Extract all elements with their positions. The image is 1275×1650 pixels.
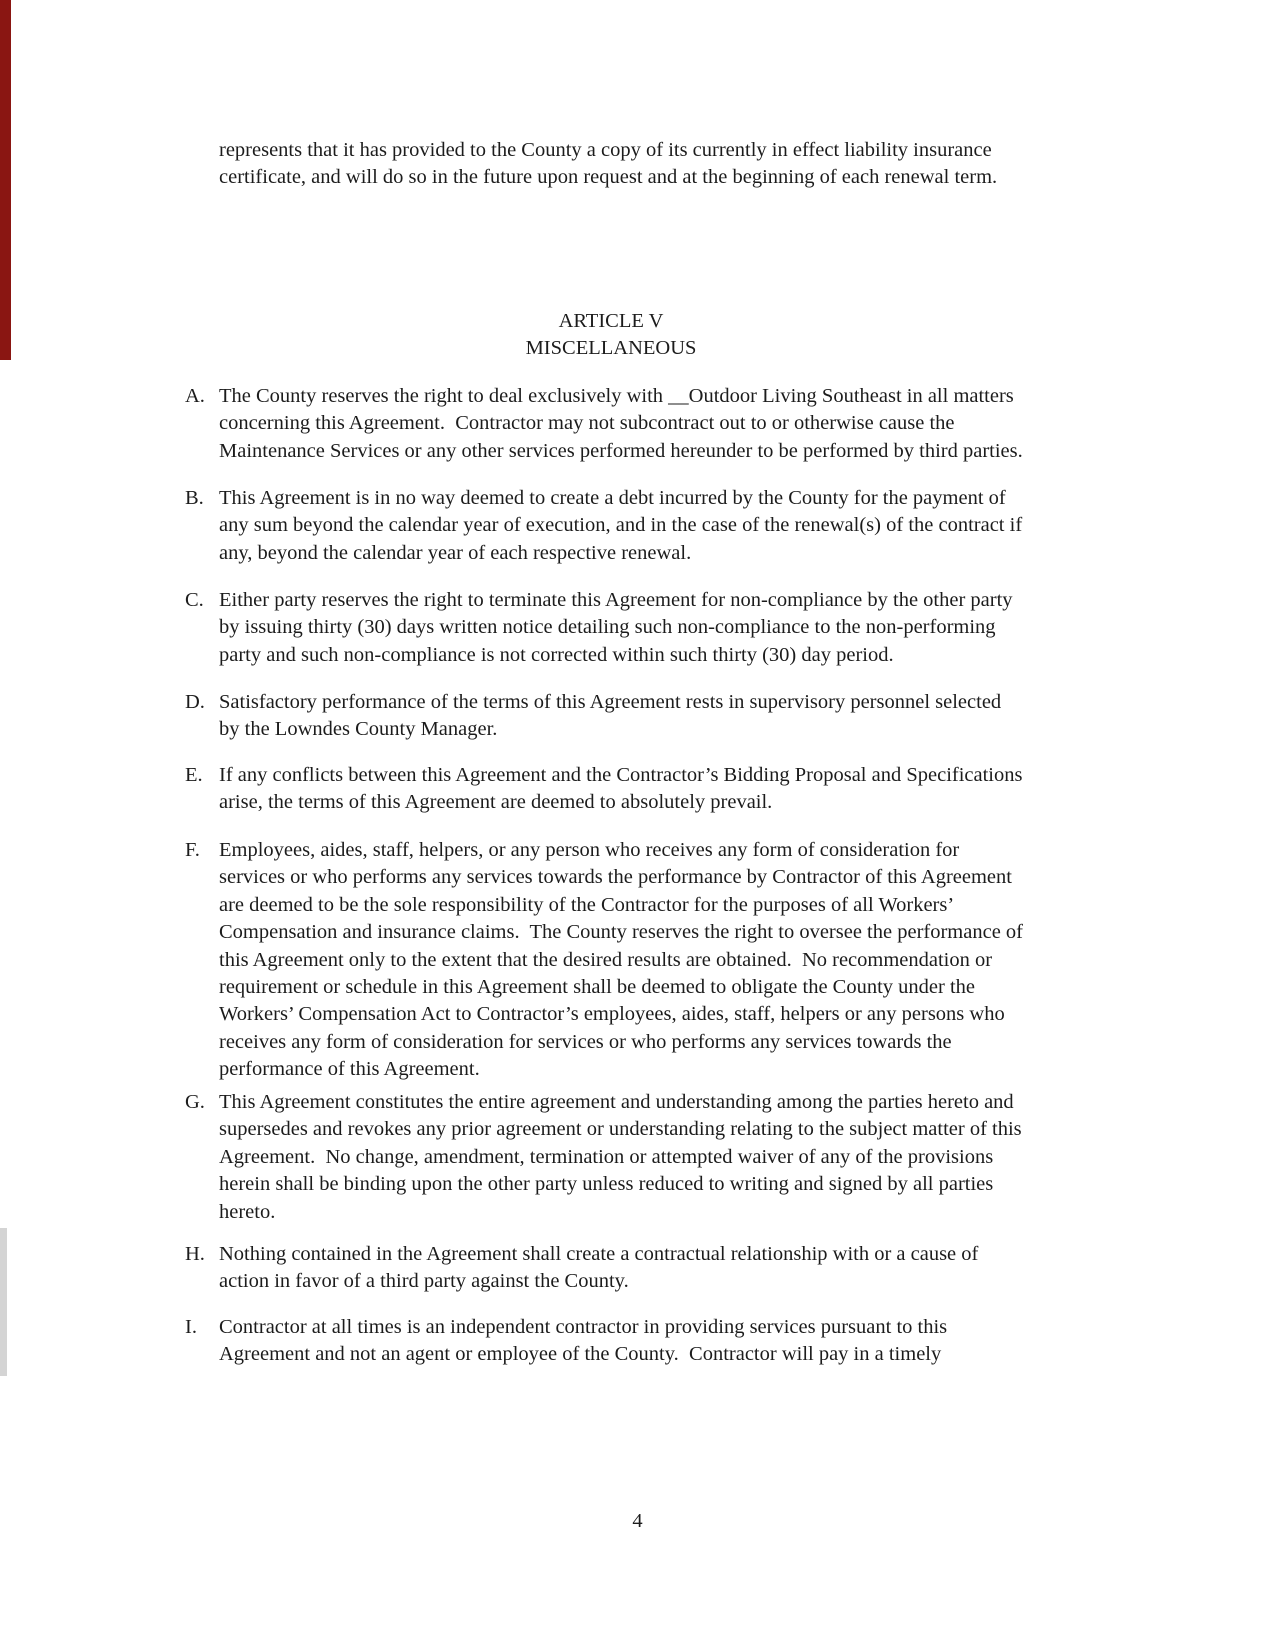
paragraph-label: C.: [185, 589, 204, 611]
text-line: services or who performs any services towards the performance by Contractor of this Agreement: [219, 866, 1012, 889]
text-line: performance of this Agreement.: [219, 1058, 480, 1081]
paragraph-body: [219, 689, 1001, 744]
paragraph-body: [219, 485, 1022, 567]
text-line: by the Lowndes County Manager.: [219, 718, 498, 741]
page-number: 4: [632, 1510, 643, 1532]
article-heading-subtitle: MISCELLANEOUS: [525, 337, 697, 360]
text-line: herein shall be binding upon the other party unless reduced to writing and signed by all parties: [219, 1173, 994, 1196]
paragraph-i: [185, 1314, 947, 1369]
paragraph-label: E.: [185, 764, 203, 786]
paragraph-list: [185, 0, 1275, 1650]
paragraph-g: [185, 1089, 1022, 1226]
text-line: If any conflicts between this Agreement and the Contractor’s Bidding Proposal and Specifications: [219, 764, 1023, 786]
paragraph-body: [219, 1314, 947, 1369]
paragraph-label: I.: [185, 1316, 197, 1338]
text-line: receives any form of consideration for services or who performs any services towards the: [219, 1030, 952, 1053]
paragraph-label: H.: [185, 1243, 205, 1265]
text-line: Workers’ Compensation Act to Contractor’s employees, aides, staff, helpers or any persons who: [219, 1003, 1005, 1026]
text-line: Satisfactory performance of the terms of this Agreement rests in supervisory personnel selected: [219, 691, 1002, 713]
paragraph-body: [219, 762, 1022, 817]
text-line: this Agreement only to the extent that the desired results are obtained. No recommendation or: [219, 948, 993, 971]
paragraph-body: [219, 383, 1023, 465]
paragraph-c: [185, 587, 1013, 669]
text-line: This Agreement is in no way deemed to create a debt incurred by the County for the payment of: [219, 487, 1006, 509]
text-line: concerning this Agreement. Contractor may not subcontract out to or otherwise cause the: [219, 412, 955, 435]
text-line: Employees, aides, staff, helpers, or any person who receives any form of consideration for: [219, 839, 960, 861]
text-line: by issuing thirty (30) days written notice detailing such non-compliance to the non-performing: [219, 616, 996, 639]
text-line: requirement or schedule in this Agreement shall be deemed to obligate the County under the: [219, 976, 976, 999]
paragraph-label: A.: [185, 385, 205, 407]
text-line: certificate, and will do so in the future upon request and at the beginning of each renewal term.: [219, 166, 998, 189]
text-line: The County reserves the right to deal exclusively with __Outdoor Living Southeast in all matters: [219, 385, 1014, 407]
paragraph-body: [219, 1089, 1022, 1226]
text-line: Maintenance Services or any other services performed hereunder to be performed by third parties.: [219, 439, 1023, 462]
paragraph-label: G.: [185, 1091, 205, 1113]
paragraph-a: [185, 383, 1023, 465]
paragraph-b: [185, 485, 1022, 567]
text-line: supersedes and revokes any prior agreement or understanding relating to the subject matter of this: [219, 1118, 1022, 1141]
text-line: arise, the terms of this Agreement are deemed to absolutely prevail.: [219, 791, 773, 814]
paragraph-body: [219, 837, 1023, 1084]
paragraph-label: D.: [185, 691, 205, 713]
paragraph-d: [185, 689, 1001, 744]
text-line: hereto.: [219, 1200, 276, 1223]
text-line: are deemed to be the sole responsibility of the Contractor for the purposes of all Workers’: [219, 893, 955, 916]
scan-artifact-gray-bar: [0, 1228, 7, 1376]
text-line: action in favor of a third party against the County.: [219, 1270, 629, 1293]
paragraph-f: [185, 837, 1023, 1084]
text-line: represents that it has provided to the County a copy of its currently in effect liability insurance: [219, 139, 992, 161]
text-line: party and such non-compliance is not corrected within such thirty (30) day period.: [219, 643, 894, 666]
article-heading-title: ARTICLE V: [558, 310, 664, 332]
paragraph-label: B.: [185, 487, 204, 509]
text-line: Either party reserves the right to terminate this Agreement for non-compliance by the other party: [219, 589, 1013, 611]
paragraph-label: F.: [185, 839, 200, 861]
paragraph-body: [219, 587, 1013, 669]
text-line: any, beyond the calendar year of each respective renewal.: [219, 541, 692, 564]
paragraph-body: [219, 1241, 978, 1296]
text-line: any sum beyond the calendar year of execution, and in the case of the renewal(s) of the contract if: [219, 514, 1023, 537]
text-line: Contractor at all times is an independent contractor in providing services pursuant to this: [219, 1316, 948, 1338]
scan-artifact-red-bar: [0, 0, 11, 360]
text-line: Agreement. No change, amendment, termination or attempted waiver of any of the provisions: [219, 1145, 994, 1168]
paragraph-h: [185, 1241, 978, 1296]
paragraph-e: [185, 762, 1022, 817]
text-line: Nothing contained in the Agreement shall create a contractual relationship with or a cause of: [219, 1243, 979, 1265]
text-line: This Agreement constitutes the entire agreement and understanding among the parties hereto and: [219, 1091, 1014, 1113]
text-line: Compensation and insurance claims. The County reserves the right to oversee the performance of: [219, 921, 1023, 944]
text-line: Agreement and not an agent or employee of the County. Contractor will pay in a timely: [219, 1343, 942, 1366]
